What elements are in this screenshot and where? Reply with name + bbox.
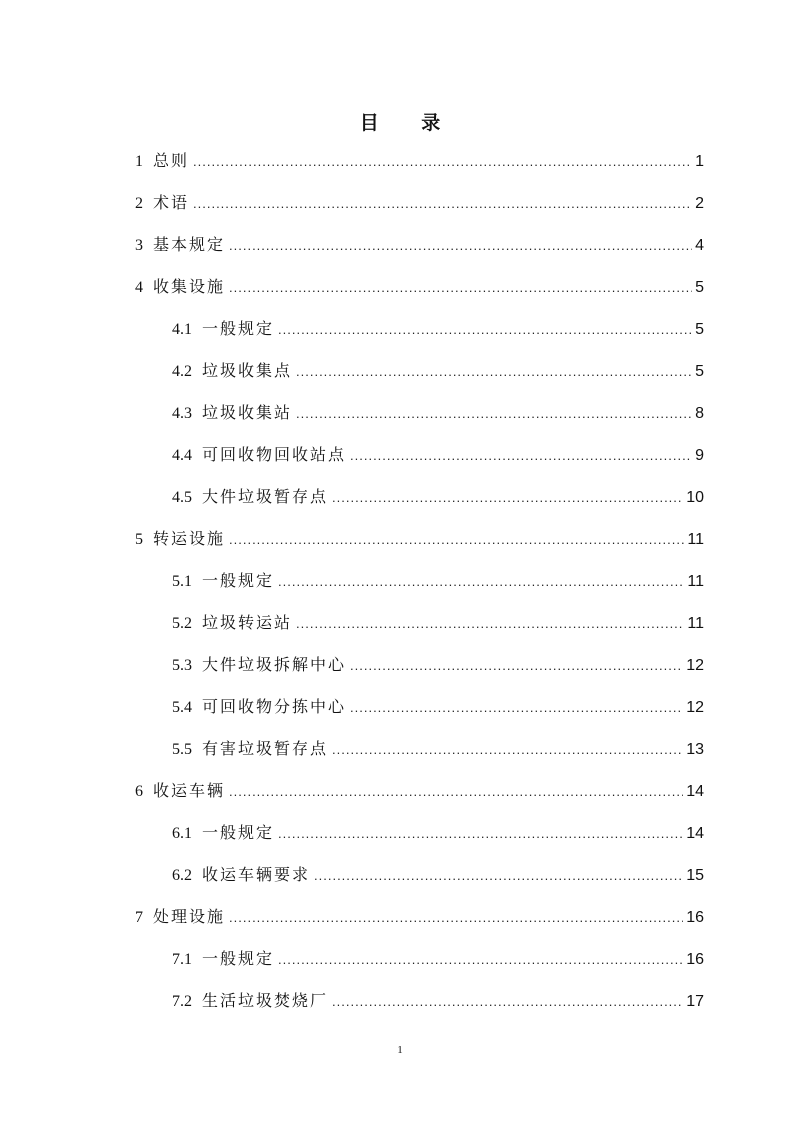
toc-entry[interactable] — [172, 864, 704, 886]
toc-entry-title: 一般规定 — [202, 571, 275, 590]
toc-dot-leader — [193, 151, 692, 173]
toc-entry-number: 3 — [135, 237, 143, 254]
toc-entry-page: 5 — [695, 279, 704, 296]
toc-entry-number: 5.4 — [172, 699, 192, 716]
toc-dot-leader — [278, 823, 683, 845]
toc-entry-title: 一般规定 — [202, 319, 275, 338]
toc-dot-leader — [296, 361, 692, 383]
toc-entry-title: 垃圾转运站 — [202, 613, 293, 632]
toc-entry-page: 5 — [695, 321, 704, 338]
toc-dot-leader — [332, 991, 683, 1013]
toc-dot-leader — [314, 865, 683, 887]
toc-entry-title: 一般规定 — [202, 949, 275, 968]
toc-dot-leader — [332, 487, 683, 509]
toc-entry-page: 11 — [687, 531, 704, 548]
toc-entry[interactable] — [135, 276, 704, 298]
toc-entry-page: 9 — [695, 447, 704, 464]
toc-entry-title: 收运车辆要求 — [202, 865, 311, 884]
toc-dot-leader — [229, 781, 683, 803]
toc-entry-number: 5.2 — [172, 615, 192, 632]
toc-heading: 目 录 — [359, 112, 459, 134]
toc-entry-page: 14 — [686, 825, 704, 842]
toc-entry[interactable] — [172, 486, 704, 508]
toc-entry[interactable] — [172, 444, 704, 466]
toc-entry-page: 12 — [686, 657, 704, 674]
toc-entry-page: 4 — [695, 237, 704, 254]
toc-entry-number: 4.3 — [172, 405, 192, 422]
toc-entry[interactable] — [172, 822, 704, 844]
toc-entry[interactable] — [172, 570, 704, 592]
toc-dot-leader — [278, 319, 692, 341]
toc-entry-title: 垃圾收集站 — [202, 403, 293, 422]
toc-entry-page: 16 — [686, 951, 704, 968]
toc-entry-number: 5 — [135, 531, 143, 548]
toc-dot-leader — [229, 277, 692, 299]
toc-entry[interactable] — [135, 528, 704, 550]
toc-entry[interactable] — [135, 906, 704, 928]
toc-entry-title: 术语 — [153, 193, 190, 212]
toc-entry-title: 可回收物回收站点 — [202, 445, 347, 464]
toc-entry-page: 14 — [686, 783, 704, 800]
toc-dot-leader — [229, 907, 683, 929]
toc-entry-title: 总则 — [153, 151, 190, 170]
page-number: 1 — [397, 1044, 403, 1056]
toc-entry-page: 12 — [686, 699, 704, 716]
toc-entry-page: 10 — [686, 489, 704, 506]
toc-entry[interactable] — [172, 654, 704, 676]
toc-entry-title: 转运设施 — [153, 529, 226, 548]
toc-entry-page: 13 — [686, 741, 704, 758]
toc-entry-title: 生活垃圾焚烧厂 — [202, 991, 329, 1010]
toc-entry-number: 6.2 — [172, 867, 192, 884]
toc-entry-title: 大件垃圾拆解中心 — [202, 655, 347, 674]
toc-entry-title: 处理设施 — [153, 907, 226, 926]
toc-entry-page: 2 — [695, 195, 704, 212]
toc-dot-leader — [193, 193, 692, 215]
toc-entry-number: 4.2 — [172, 363, 192, 380]
toc-entry-number: 4.5 — [172, 489, 192, 506]
toc-entry[interactable] — [135, 192, 704, 214]
toc-entry-number: 5.3 — [172, 657, 192, 674]
toc-dot-leader — [350, 697, 683, 719]
toc-dot-leader — [296, 403, 692, 425]
toc-entry-page: 5 — [695, 363, 704, 380]
toc-entry-number: 1 — [135, 153, 143, 170]
toc-dot-leader — [350, 655, 683, 677]
toc-entry[interactable] — [172, 738, 704, 760]
toc-entry-title: 收运车辆 — [153, 781, 226, 800]
toc-entry-number: 4.4 — [172, 447, 192, 464]
toc-dot-leader — [296, 613, 684, 635]
toc-entry-number: 4.1 — [172, 321, 192, 338]
toc-entry[interactable] — [172, 612, 704, 634]
toc-entry[interactable] — [172, 360, 704, 382]
toc-entry-page: 11 — [687, 615, 704, 632]
toc-entry-title: 垃圾收集点 — [202, 361, 293, 380]
toc-entry[interactable] — [172, 948, 704, 970]
toc-dot-leader — [350, 445, 692, 467]
toc-dot-leader — [229, 529, 684, 551]
toc-entry-number: 4 — [135, 279, 143, 296]
toc-dot-leader — [332, 739, 683, 761]
toc-entry-number: 2 — [135, 195, 143, 212]
toc-entry-number: 7.2 — [172, 993, 192, 1010]
toc-entry-page: 15 — [686, 867, 704, 884]
toc-dot-leader — [278, 571, 684, 593]
toc-entry[interactable] — [172, 402, 704, 424]
toc-entry-title: 可回收物分拣中心 — [202, 697, 347, 716]
toc-entry-number: 6.1 — [172, 825, 192, 842]
toc-entry-page: 16 — [686, 909, 704, 926]
toc-entry-page: 17 — [686, 993, 704, 1010]
toc-entry-number: 7.1 — [172, 951, 192, 968]
toc-entry-page: 11 — [687, 573, 704, 590]
toc-entry-number: 5.5 — [172, 741, 192, 758]
toc-entry-number: 6 — [135, 783, 143, 800]
toc-dot-leader — [229, 235, 692, 257]
toc-entry[interactable] — [135, 780, 704, 802]
toc-entry[interactable] — [172, 318, 704, 340]
toc-entry[interactable] — [135, 150, 704, 172]
toc-entry[interactable] — [172, 696, 704, 718]
toc-entry[interactable] — [135, 234, 704, 256]
toc-entry-title: 收集设施 — [153, 277, 226, 296]
toc-entry-number: 7 — [135, 909, 143, 926]
toc-entry-title: 大件垃圾暂存点 — [202, 487, 329, 506]
toc-entry-title: 有害垃圾暂存点 — [202, 739, 329, 758]
toc-entry[interactable] — [172, 990, 704, 1012]
toc-entry-page: 8 — [695, 405, 704, 422]
toc-entry-number: 5.1 — [172, 573, 192, 590]
toc-dot-leader — [278, 949, 683, 971]
toc-entry-page: 1 — [695, 153, 704, 170]
toc-entry-title: 一般规定 — [202, 823, 275, 842]
toc-entry-title: 基本规定 — [153, 235, 226, 254]
